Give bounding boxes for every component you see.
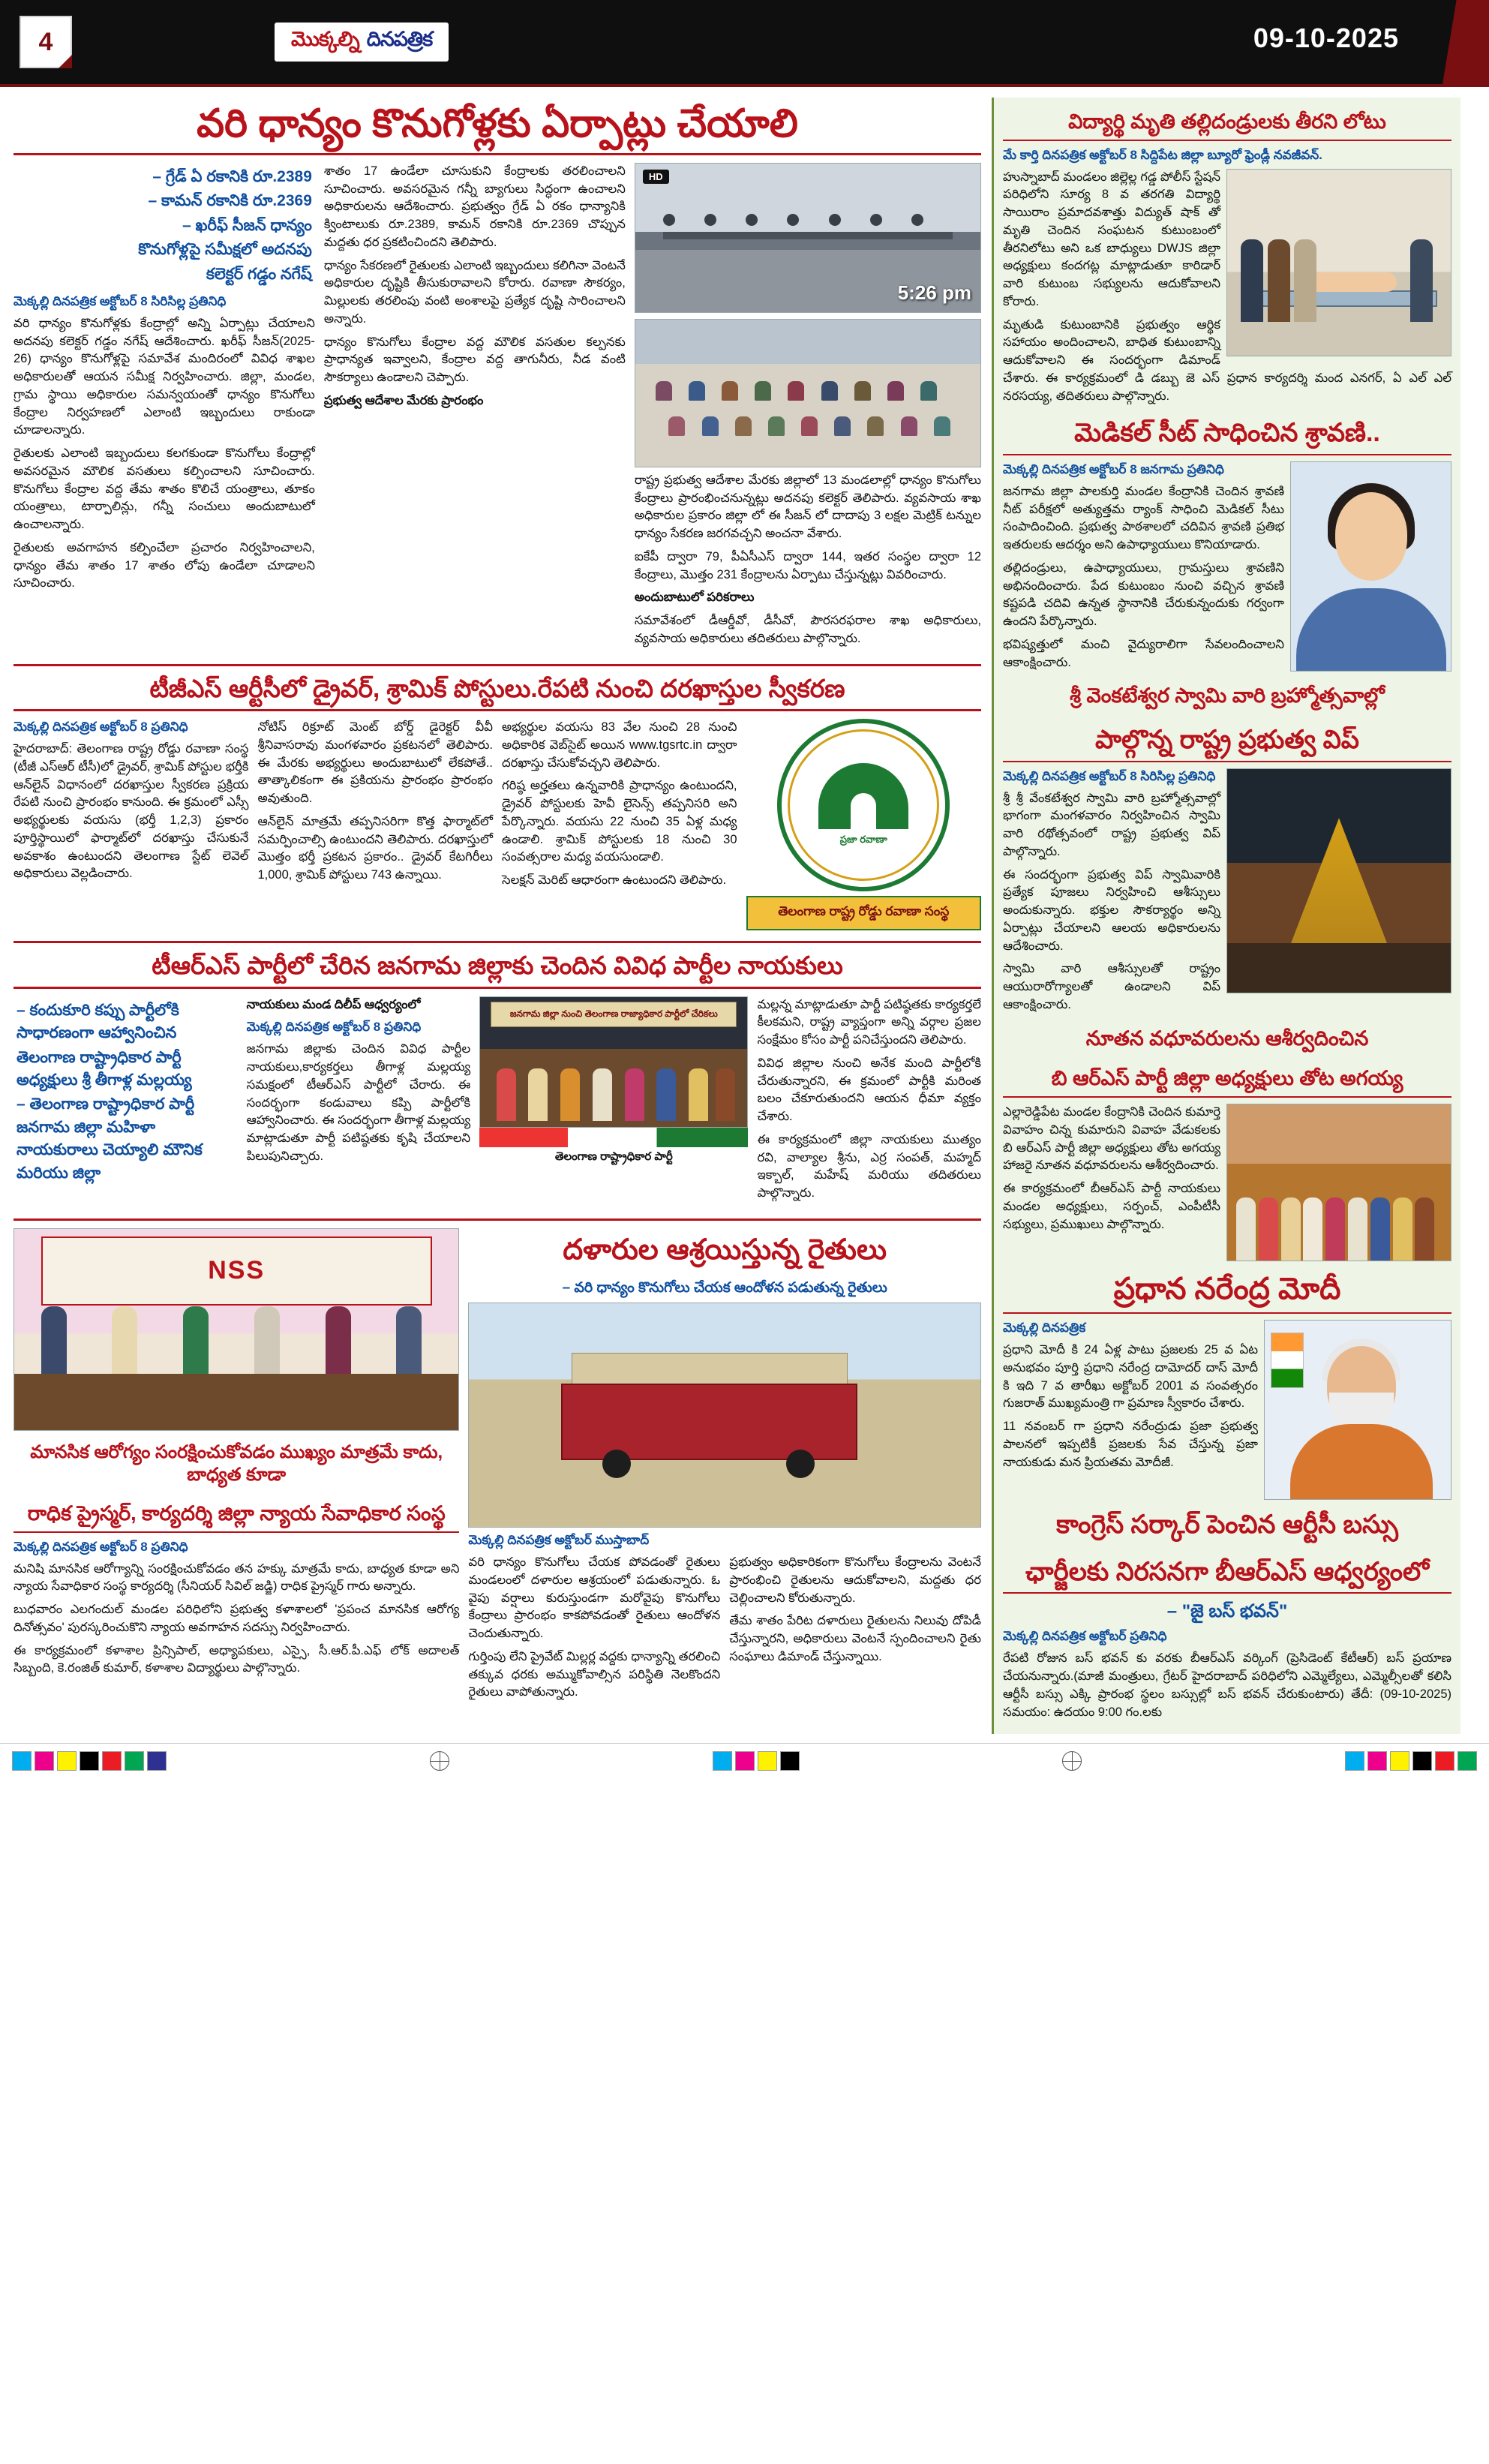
registration-mark (430, 1751, 449, 1771)
deck-line: – కందుకూరి కప్పు పార్టీలోకి సాధారణంగా ఆహ్వానించిన (17, 1001, 179, 1042)
temple-headline-2: పాల్గొన్న రాష్ట్ర ప్రభుత్వ విప్ (1003, 720, 1451, 762)
lead-paragraph: ధాన్యం సేకరణలో రైతులకు ఎలాంటి ఇబ్బందులు కలిగినా వెంటనే అధికారుల దృష్టికి తీసుకురావాలని కోరారు. రవాణా సౌకర్యం, మిల్లులకు తరలింపు వంటి అంశాలపై ప్రత్యేక దృష్టి సారించాలని అన్నారు. (323, 258, 626, 326)
logo-text-primary: మొక్కల్ని (291, 28, 359, 50)
medical-paragraph: జనగామ జిల్లా పాలకుర్తి మండల కేంద్రానికి చెందిన శ్రావణి నీట్ పరీక్షలో అత్యుత్తమ ర్యాంక్ సాధించి మెడికల్ సీటు సంపాదించింది. ప్రభుత్వ పాఠశాలలో చదివిన శ్రావణి ప్రతిభ ఇతరులకు ఆదర్శం అని ఉపాధ్యాయులు కొనియాడారు. (1003, 484, 1284, 552)
photo-party-joining (479, 996, 748, 1128)
color-swatch (57, 1751, 77, 1771)
registration-mark (1062, 1751, 1082, 1771)
brs-headline-1: నూతన వధూవరులను ఆశీర్వదించిన (1085, 1026, 1369, 1050)
deck-line: కొనుగోళ్లపై సమీక్షలో అదనపు (138, 241, 312, 259)
color-swatch (780, 1751, 800, 1771)
farmers-paragraph: ప్రభుత్వం అధికారికంగా కొనుగోలు కేంద్రాలను వెంటనే ప్రారంభించి రైతులను ఆదుకోవాలని, మద్దతు ధర చెల్లించాలని కోరుతున్నారు. (729, 1555, 982, 1605)
bottom-stories (14, 1218, 981, 1707)
trs-byline: మెక్కల్లి దినపత్రిక అక్టోబర్ 8 ప్రతినిధి (246, 1020, 422, 1035)
student-byline: మే కార్తి దినపత్రిక అక్టోబర్ 8 సిద్దిపేట జిల్లా బ్యూరో ఫ్రెండ్లీ నవజీవన్. (1003, 147, 1322, 162)
color-swatch (35, 1751, 54, 1771)
medical-paragraph: భవిష్యత్తులో మంచి వైద్యురాలిగా సేవలందించాలని ఆకాంక్షించారు. (1003, 637, 1284, 669)
page-content (0, 87, 1489, 1734)
indian-flag-icon (1271, 1333, 1304, 1388)
photo-figure (326, 1306, 351, 1374)
deck-line: కలెక్టర్ గడ్డం నగేష్ (206, 265, 312, 283)
lead-caption-mid: అందుబాటులో పరికరాలు (634, 590, 755, 605)
modi-headline: ప్రధాన నరేంద్ర మోదీ (1003, 1266, 1451, 1314)
trs-photo-caption: తెలంగాణ రాష్ట్రాధికార పార్టీ (554, 1149, 673, 1163)
bus-paragraph: రేపటి రోజున బస్ భవన్ కు వరకు బీఆర్ఎస్ వర్కింగ్ (ప్రెసిడెంట్ కేటీఆర్) బస్ ప్రయాణ చేయనున్నారు.(మాజీ మంత్రులు, గ్రేటర్ హైదరాబాద్ పరిధిలోని ఎమ్మెల్యేలు, ఎమ్మెల్సీలతో కలిసి ఆర్టీసీ బస్సు ఎక్కి ప్రారంభ స్థలం బస్సుల్లో బస్ భవన్ చేరుకుంటారు) తేదీ: (09-10-2025) సమయం: ఉదయం 9:00 గం.లకు (1003, 1651, 1451, 1719)
trs-photo-column (479, 996, 748, 1208)
bus-headline-1: కాంగ్రెస్ సర్కార్ పెంచిన ఆర్టీసీ బస్సు (1056, 1510, 1398, 1540)
publication-date: 09-10-2025 (1253, 23, 1399, 53)
bus-byline: మెక్కల్లి దినపత్రిక అక్టోబర్ ప్రతినిధి (1003, 1629, 1167, 1644)
lead-column-3 (635, 163, 981, 654)
modi-story (1003, 1266, 1451, 1471)
color-swatch (12, 1751, 32, 1771)
photo-hospital (1226, 169, 1451, 356)
farmers-story (468, 1228, 981, 1707)
deck-line: – తెలంగాణ రాష్ట్రాధికార పార్టీ జనగామ జిల్లా మహిళా నాయకురాలు చెయ్యాలి మౌనిక మరియు జిల్లా (17, 1095, 203, 1182)
lead-paragraph: రాష్ట్ర ప్రభుత్వ ఆదేశాల మేరకు జిల్లాలో 13 మండలాల్లో ధాన్యం కొనుగోలు కేంద్రాలు ప్రారంభించనున్నట్లు అదనపు కలెక్టర్ తెలిపారు. వ్యవసాయ శాఖ అధికారుల ప్రకారం జిల్లా లో ఈ సీజన్ లో దాదాపు 3 లక్షల మెట్రిక్ టన్నుల ధాన్యం సేకరణ జరగవచ్చని అంచనా వేశారు. (634, 473, 981, 541)
medical-headline: మెడికల్ సీట్ సాధించిన శ్రావణి.. (1003, 413, 1451, 455)
trs-subcaption: నాయకులు మండ దిలీప్ ఆధ్వర్యంలో (246, 997, 421, 1011)
portrait-face (1335, 492, 1407, 581)
photo-figure (396, 1306, 422, 1374)
nss-banner-text: NSS (208, 1256, 266, 1285)
nss-paragraph: బుధవారం ఎలగందుల్ మండల పరిధిలోని ప్రభుత్వ కళాశాలలో 'ప్రపంచ మానసిక ఆరోగ్య దినోత్సవం' పురస్కరించుకొని న్యాయ అవగాహన సదస్సు నిర్వహించారు. (14, 1603, 460, 1634)
color-swatch (1412, 1751, 1432, 1771)
logo-caption: ప్రజా రవాణా (839, 833, 887, 845)
nss-byline: మెక్కల్లి దినపత్రిక అక్టోబర్ 8 ప్రతినిధి (14, 1539, 188, 1554)
student-paragraph: హుస్నాబాద్ మండలం జిల్లెల్ల గడ్డ పోలీస్ స్టేషన్ పరిధిలోని సూర్య 8 వ తరగతి విద్యార్థి సాయిరాం ప్రమాదవశాత్తు విద్యుత్ షాక్ తో మృతి చెందిన సంఘటన కుటుంబంలో తీరనిలోటు అని ఒక బాధ్యులు DWJS జిల్లా అధ్యక్షులు కందగట్ల మాట్లాడుతూ కారిడార్ వారి కుటుంబ సభ్యులను ఆదుకోవాలని కోరారు. (1003, 170, 1220, 308)
color-swatch (1390, 1751, 1409, 1771)
lead-column-2 (324, 163, 626, 654)
modi-torso (1290, 1424, 1433, 1499)
right-sidebar (992, 98, 1460, 1734)
crowd-shape (1227, 943, 1451, 993)
photo-row (642, 416, 974, 436)
modi-paragraph: ప్రధాని మోదీ కి 24 ఏళ్ల పాటు ప్రజలకు 25 వ ఏట అనుభవం పూర్తి ప్రధాని నరేంద్ర దామోదర్ దాస్ మోదీ కి ఇది 7 వ తారీఖు అక్టోబర్ 2001 వ సంవత్సరం గుజరాత్ ముఖ్యమంత్రి గా ప్రమాణ స్వీకారం చేశారు. (1003, 1343, 1258, 1411)
rtc-byline: మెక్కల్లి దినపత్రిక అక్టోబర్ 8 ప్రతినిధి (14, 720, 188, 735)
temple-paragraph: శ్రీ శ్రీ వేంకటేశ్వర స్వామి వారి బ్రహ్మోత్సవాల్లో భాగంగా మంగళవారం నిర్వహించిన స్వామి వారి రథోత్సవంలో రాష్ట్ర ప్రభుత్వ విప్ పాల్గొన్నారు. (1003, 791, 1220, 858)
rtc-story (14, 664, 981, 931)
photo-nss-awareness (14, 1228, 459, 1431)
deck-line: తెలంగాణ రాష్ట్రాధికార పార్టీ అధ్యక్షులు శ్రీ తీగాళ్ల మల్లయ్య (17, 1048, 192, 1089)
color-swatch (102, 1751, 122, 1771)
student-story (1003, 105, 1451, 405)
temple-paragraph: స్వామి వారి ఆశీస్సులతో రాష్ట్రం ఆయురారోగ్యాలతో ఉండాలని విప్ ఆకాంక్షించారు. (1003, 962, 1220, 1011)
lead-paragraph: ధాన్యం కొనుగోలు కేంద్రాల వద్ద మౌలిక వసతుల కల్పనకు ప్రాధాన్యత ఇవ్వాలని, కేంద్రాల వద్ద తాగునీరు, నీడ వంటి సౌకర్యాలు ఉండాలని చెప్పారు. (323, 335, 626, 385)
temple-paragraph: ఈ సందర్భంగా ప్రభుత్వ విప్ స్వామివారికి ప్రత్యేక పూజలు నిర్వహించి ఆశీస్సులు అందుకున్నారు. భక్తుల సౌకర్యార్థం అన్ని ఏర్పాట్లు చేయాలని ఆలయ అధికారులను ఆదేశించారు. (1003, 867, 1220, 953)
farmers-paragraph: వరి ధాన్యం కొనుగోలు చేయక పోవడంతో రైతులు మండలంలో దళారుల ఆశ్రయంలో పడుతున్నారు. ఓ వైపు వర్షాలు కురుస్తుండగా మరోవైపు కొనుగోలు కేంద్రాలు ప్రారంభం కాకపోవడంతో రైతులు ఆందోళన చెందుతున్నారు. (468, 1555, 721, 1641)
modi-paragraph: 11 నవంబర్ గా ప్రధాని నరేంద్రుడు ప్రజా ప్రభుత్వ పాలనలో ఇప్పటికీ ప్రజలకు సేవ చేస్తున్న ప్రజా నాయకుడు మన ప్రియతమ మోదీజీ. (1003, 1420, 1258, 1469)
deck-line: – గ్రేడ్ ఏ రకానికి రూ.2389 (152, 167, 312, 185)
color-swatch (1345, 1751, 1364, 1771)
rtc-columns (14, 719, 981, 930)
color-swatch (80, 1751, 99, 1771)
color-swatch (735, 1751, 755, 1771)
main-column (14, 98, 981, 1734)
farmers-subheadline: – వరి ధాన్యం కొనుగోలు చేయక ఆందోళన పడుతున్న రైతులు (562, 1280, 887, 1297)
lead-story (14, 98, 981, 654)
nss-headline: రాధిక ప్రైస్మర్, కార్యదర్శి జిల్లా న్యాయ సేవాధికార సంస్థ (14, 1497, 459, 1533)
bus-fare-story (1003, 1504, 1451, 1721)
lead-caption-start: ప్రభుత్వ ఆదేశాల మేరకు ప్రారంభం (323, 393, 484, 407)
lead-paragraph: ఐకేపీ ద్వారా 79, పీఏసీఎస్ ద్వారా 144, ఇతర సంస్థల ద్వారా 12 కేంద్రాలు, మొత్తం 231 కేంద్రాలను ఏర్పాటు చేస్తున్నట్లు వివరించారు. (634, 549, 981, 581)
lead-body-columns (14, 163, 981, 654)
trs-headline: టీఆర్ఎస్ పార్టీలో చేరిన జనగామ జిల్లాకు చెందిన వివిధ పార్టీల నాయకులు (14, 941, 981, 989)
temple-byline: మెక్కల్లి దినపత్రిక అక్టోబర్ 8 సిరిసిల్ల ప్రతినిధి (1003, 768, 1216, 783)
photo-figures (480, 1030, 747, 1121)
photo-row (642, 381, 974, 401)
farmers-col-2 (729, 1554, 981, 1707)
brs-story (1003, 1022, 1451, 1234)
photo-meeting-hall (635, 319, 981, 467)
chariot-shape (1287, 818, 1390, 952)
tgsrtc-logo-band: తెలంగాణ రాష్ట్ర రోడ్డు రవాణా సంస్థ (746, 896, 982, 930)
trs-paragraph: జనగామ జిల్లాకు చెందిన వివిధ పార్టీల నాయకులు,కార్యకర్తలు తీగాళ్ల మల్లయ్య సమక్షంలో టీఆర్ఎస్ పార్టీలో చేరారు. ఈ సందర్భంగా కండువాలు కప్పి పార్టీలోకి ఆహ్వానించారు. ఈ సందర్భంగా తీగాళ్ల మల్లయ్య మాట్లాడుతూ పార్టీ పటిష్ఠతకు కృషి చేయాలని పిలుపునిచ్చారు. (246, 1042, 471, 1163)
farmers-byline: మెక్కల్లి దినపత్రిక అక్టోబర్ ముస్తాబాద్ (468, 1533, 650, 1548)
trs-column-2 (247, 996, 471, 1208)
color-swatch (1457, 1751, 1477, 1771)
photo-paddy-truck (468, 1303, 981, 1528)
truck-body (561, 1384, 857, 1459)
masthead (0, 0, 1489, 87)
rtc-logo-column (746, 719, 982, 930)
rtc-column-1 (14, 719, 249, 930)
farmers-col-1 (468, 1554, 720, 1707)
photo-figure (41, 1306, 67, 1374)
rtc-column-2 (258, 719, 494, 930)
hd-badge: HD (643, 170, 669, 184)
farmers-paragraph: తేమ శాతం పేరిట దళారులు రైతులను నిలువు దోపిడీ చేస్తున్నారని, అధికారులు వెంటనే స్పందించాలని రైతు సంఘాలు డిమాండ్ చేస్తున్నాయి. (729, 1614, 982, 1663)
photo-timestamp: 5:26 pm (897, 281, 971, 304)
rtc-paragraph: ఆన్‌లైన్ మాత్రమే తప్పనిసరిగా కొత్త ఫార్మాట్‌లో సమర్పించాల్సి ఉంటుందని తెలిపారు. దరఖాస్తులో మొత్తం భర్తీ ప్రకటన ప్రకారం.. డ్రైవర్ కేటగిరీలు 1,000, శ్రామిక్ పోస్టులు 743 ఉన్నాయి. (257, 814, 493, 882)
deck-line: – ఖరీఫ్ సీజన్ ధాన్యం (182, 216, 312, 234)
color-swatch (125, 1751, 144, 1771)
photo-modi (1264, 1320, 1451, 1500)
color-swatch (1367, 1751, 1387, 1771)
color-swatch (147, 1751, 167, 1771)
trs-paragraph: వివిధ జిల్లాల నుంచి అనేక మంది పార్టీలోకి చేరుతున్నారని, ఈ క్రమంలో పార్టీకి మరింత బలం చేకూరుతుందని ఆయన ధీమా వ్యక్తం చేశారు. (757, 1056, 982, 1124)
trs-paragraph: మల్లన్న మాట్లాడుతూ పార్టీ పటిష్ఠతకు కార్యకర్తలే కీలకమని, రాష్ట్ర వ్యాప్తంగా అన్ని వర్గాల ప్రజల సంక్షేమం కోసం పార్టీ పనిచేస్తుందని తెలిపారు. (757, 997, 982, 1047)
lead-deck (14, 163, 315, 293)
farmers-text-columns (468, 1554, 981, 1707)
trs-columns (14, 996, 981, 1208)
rtc-paragraph: సెలక్షన్ మెరిట్ ఆధారంగా ఉంటుందని తెలిపారు. (502, 873, 727, 888)
temple-story (1003, 679, 1451, 1014)
party-flag-band (479, 1128, 748, 1147)
lead-paragraph: వరి ధాన్యం కొనుగోళ్లకు కేంద్రాల్లో అన్ని ఏర్పాట్లు చేయాలని అదనపు కలెక్టర్ గడ్డం నగేష్ ఆదేశించారు. ఖరీఫ్ సీజన్(2025-26) ధాన్యం కొనుగోళ్లపై సమావేశ మందిరంలో వివిధ శాఖల అధికారులతో ఆయన సమీక్ష నిర్వహించారు. జిల్లా, మండల, గ్రామ స్థాయి అధికారుల సమన్వయంతో ధాన్యం కొనుగోలు కేంద్రాల నిర్వహణలో ఎలాంటి ఇబ్బందులు రాకుండా చూడాలన్నారు. (14, 316, 315, 437)
photo-figure (1294, 239, 1316, 322)
farmers-headline: దళారుల ఆశ్రయిస్తున్న రైతులు (563, 1234, 887, 1266)
truck-wheel (602, 1450, 631, 1478)
photo-review-meeting (635, 163, 981, 313)
photo-figure (183, 1306, 209, 1374)
truck-wheel (786, 1450, 815, 1478)
truck-load (572, 1353, 848, 1389)
rtc-paragraph: హైదరాబాద్: తెలంగాణ రాష్ట్ర రోడ్డు రవాణా సంస్థ (టీజీ ఎస్ఆర్ టీసీ)లో డ్రైవర్, శ్రామిక్ పోస్టుల భర్తీకి ఆన్‌లైన్ విధానంలో దరఖాస్తుల స్వీకరణ ప్రక్రియ రేపటి నుంచి ప్రారంభం కానుంది. ఈ క్రమంలో ఎస్సీ అభ్యర్థులకు వయసు (భర్తీ 1,2,3) ప్రకారం పూర్తిస్థాయిలో ఫార్మాట్‌లో దరఖాస్తు చేసుకునే అవకాశం ఉంటుందని తెలంగాణ స్టేట్ లెవెల్ అధికారులు వెల్లడించారు. (14, 742, 249, 881)
nss-paragraph: మనిషి మానసిక ఆరోగ్యాన్ని సంరక్షించుకోవడం తన హక్కు మాత్రమే కాదు, బాధ్యత కూడా అని న్యాయ సేవాధికార సంస్థ కార్యదర్శి (సీనియర్ సివిల్ జడ్జి) రాధిక ప్రైస్మర్ గారు అన్నారు. (14, 1561, 460, 1594)
lead-paragraph: శాతం 17 ఉండేలా చూసుకుని కేంద్రాలకు తరలించాలని సూచించారు. అవసరమైన గన్నీ బ్యాగులు సిద్ధంగా ఉంచాలని అధికారులను ఆదేశించారు. ప్రభుత్వం గ్రేడ్ ఏ రకం ధాన్యానికి క్వింటాలుకు రూ.2389, కామన్ రకానికి రూ.2369 చొప్పున మద్దతు ధర ప్రకటించిందని తెలిపారు. (323, 164, 626, 249)
brs-paragraph: ఈ కార్యక్రమంలో బీఆర్ఎస్ పార్టీ నాయకులు మండల అధ్యక్షులు, సర్పంచ్, ఎంపీటీసీ సభ్యులు, ప్రముఖులు పాల్గొన్నారు. (1003, 1182, 1220, 1231)
temple-headline-1: శ్రీ వెంకటేశ్వర స్వామి వారి బ్రహ్మోత్సవాల్లో (1070, 684, 1385, 708)
photo-wedding-group (1226, 1104, 1451, 1261)
rtc-paragraph: గరిష్ఠ అర్హతలు ఉన్నవారికి ప్రాధాన్యం ఉంటుందని, డ్రైవర్ పోస్టులకు హెవీ లైసెన్స్ తప్పనిసరి అని పేర్కొన్నారు. వయసు 22 నుంచి 35 ఏళ్ల మధ్య ఉండాలి. శ్రామిక్ పోస్టులకు 18 నుంచి 30 సంవత్సరాల మధ్య వయసుండాలి. (502, 779, 737, 864)
trs-story (14, 941, 981, 1208)
lead-paragraph: సమావేశంలో డీఆర్డీవో, డీసీవో, పౌరసరఫరాల శాఖ అధికారులు, వ్యవసాయ అధికారులు తదితరులు పాల్గొన్నారు. (634, 614, 981, 645)
student-headline: విద్యార్థి మృతి తల్లిదండ్రులకు తీరని లోటు (1003, 105, 1451, 141)
medical-byline: మెక్కల్లి దినపత్రిక అక్టోబర్ 8 జనగామ ప్రతినిధి (1003, 461, 1224, 476)
trs-column-1 (14, 996, 238, 1208)
lead-paragraph: రైతులకు ఎలాంటి ఇబ్బందులు కలగకుండా కొనుగోలు కేంద్రాల్లో అవసరమైన మౌలిక వసతులు కల్పించాలని సూచించారు. కొనుగోలు కేంద్రాల వద్ద తేమ శాతం కొలిచే యంత్రాలు, తూకం యంత్రాలు, టార్పాలిన్లు, గన్నీ సంచులు అందుబాటులో ఉంచాలన్నారు. (14, 446, 315, 532)
nss-caption: మానసిక ఆరోగ్యం సంరక్షించుకోవడం ముఖ్యం మాత్రమే కాదు, బాధ్యత కూడా (30, 1441, 443, 1485)
lead-headline: వరి ధాన్యం కొనుగోళ్లకు ఏర్పాట్లు చేయాలి (14, 98, 981, 155)
photo-figure (112, 1306, 137, 1374)
medical-paragraph: తల్లిదండ్రులు, ఉపాధ్యాయులు, గ్రామస్తులు శ్రావణిని అభినందించారు. పేద కుటుంబం నుంచి వచ్చిన శ్రావణి కష్టపడి చదివి ఉన్నత స్థానానికి చేరుకున్నందుకు గర్వంగా ఉందని పేర్కొన్నారు. (1003, 560, 1284, 629)
color-swatch (1435, 1751, 1454, 1771)
student-paragraph: మృతుడి కుటుంబానికి ప్రభుత్వం ఆర్థిక సహాయం అందించాలని, బాధిత కుటుంబాన్ని ఆదుకోవాలని ఈ సందర్భంగా డిమాండ్ చేశారు. ఈ కార్యక్రమంలో డి డబ్బు జె ఎస్ ప్రధాన కార్యదర్శి మంద ఎనగర్, ఏ ఎల్ ఎల్ నరసయ్య, తదితరులు పాల్గొన్నారు. (1003, 317, 1451, 403)
photo-banner-text: జనగామ జిల్లా నుంచి తెలంగాణ రాజ్యాధికార పార్టీలో చేరికలు (491, 1002, 737, 1027)
brs-headline-2: బి ఆర్ఎస్ పార్టీ జిల్లా అధ్యక్షులు తోట అగయ్య (1003, 1062, 1451, 1098)
rtc-paragraph: నోటిస్ రిక్రూట్ మెంట్ బోర్డ్ డైరెక్టర్ వీవీ శ్రీనివాసరావు మంగళవారం ప్రకటనలో తెలిపారు. ఈ మేరకు అభ్యర్థులు అందుబాటులో లేకపోతే.. తాత్కాలికంగా ఈ ప్రకియను ప్రారంభం ప్రారంభం అవుతుంది. (257, 720, 493, 806)
medical-story (1003, 413, 1451, 672)
nss-paragraph: ఈ కార్యక్రమంలో కళాశాల ప్రిన్సిపాల్, అధ్యాపకులు, ఎస్సై, సీ.ఆర్.పీ.ఎఫ్ లోక్ అదాలత్ సిబ్బంది, కె.రంజిత్ కుమార్, కళాశాల విద్యార్థులు పాల్గొన్నారు. (14, 1643, 460, 1675)
trs-deck (14, 996, 238, 1193)
modi-byline: మెక్కల్లి దినపత్రిక (1003, 1321, 1086, 1336)
rtc-headline: టీజీఎస్ ఆర్టీసీలో డ్రైవర్, శ్రామిక్ పోస్టులు.రేపటి నుంచి దరఖాస్తుల స్వీకరణ (14, 664, 981, 712)
nss-story (14, 1228, 459, 1707)
lead-paragraph: రైతులకు అవగాహన కల్పించేలా ప్రచారం నిర్వహించాలని, ధాన్యం తేమ శాతం 17 శాతం లోపు ఉండేలా చూడాలని సూచించారు. (14, 540, 315, 590)
photo-student-portrait (1290, 461, 1451, 672)
rtc-paragraph: అభ్యర్థుల వయసు 83 వేల నుంచి 28 నుంచి అధికారిక వెబ్‌సైట్ అయిన www.tgsrtc.in ద్వారా దరఖాస్తు చేసుకోవచ్చని తెలిపారు. (502, 720, 737, 770)
photo-figures (635, 214, 980, 235)
deck-line: – కామన్ రకానికి రూ.2369 (148, 192, 312, 210)
photo-figure (1410, 239, 1433, 322)
tgsrtc-logo (777, 719, 950, 891)
trs-column-4 (757, 996, 981, 1208)
lead-byline: మెక్కల్లి దినపత్రిక అక్టోబర్ 8 సిరిసిల్ల ప్రతినిధి (14, 293, 227, 308)
newspaper-logo (275, 23, 449, 62)
bus-headline-2: ఛార్జీలకు నిరసనగా బీఆర్ఎస్ ఆధ్వర్యంలో (1003, 1552, 1451, 1594)
lead-column-1 (14, 163, 315, 654)
farmers-paragraph: గుర్తింపు లేని ప్రైవేట్ మిల్లర్ల వద్దకు ధాన్యాన్ని తరలించి తక్కువ ధరకు అమ్ముకోవాల్సిన పరిస్థితి నెలకొందని రైతులు వాపోతున్నారు. (468, 1649, 721, 1699)
photo-table (14, 1374, 458, 1430)
portrait-torso (1296, 588, 1446, 671)
page-number: 4 (38, 27, 53, 56)
nss-banner (41, 1237, 432, 1306)
brs-paragraph: ఎల్లారెడ్డిపేట మండల కేంద్రానికి చెందిన కుమార్తె వివాహం చిన్న కుమారుని వివాహ వేడుకలకు బి ఆర్ఎస్ పార్టీ జిల్లా అధ్యక్షులు తోట అగయ్య హాజరై నూతన వధూవరులను ఆశీర్వదించారు. (1003, 1105, 1220, 1173)
color-swatch (713, 1751, 732, 1771)
page-number-badge (20, 16, 72, 68)
photo-figure (254, 1306, 280, 1374)
bus-subheadline: – "జై బస్ భవన్" (1166, 1601, 1288, 1622)
color-swatch (758, 1751, 777, 1771)
photo-temple-chariot (1226, 768, 1451, 993)
rtc-column-3 (502, 719, 737, 930)
photo-figure (1241, 239, 1263, 322)
photo-figure (1268, 239, 1290, 322)
logo-text-secondary: దినపత్రిక (366, 28, 433, 50)
trs-paragraph: ఈ కార్యక్రమంలో జిల్లా నాయకులు ముత్యం రవి, వాల్యాల శ్రీను, ఎర్ర సంపత్, మహ్మద్ ఇక్బాల్, మహేష్ మరియు తదితరులు పాల్గొన్నారు. (757, 1132, 982, 1200)
print-registration-footer (0, 1743, 1489, 1784)
photo-figures (1227, 1148, 1451, 1261)
